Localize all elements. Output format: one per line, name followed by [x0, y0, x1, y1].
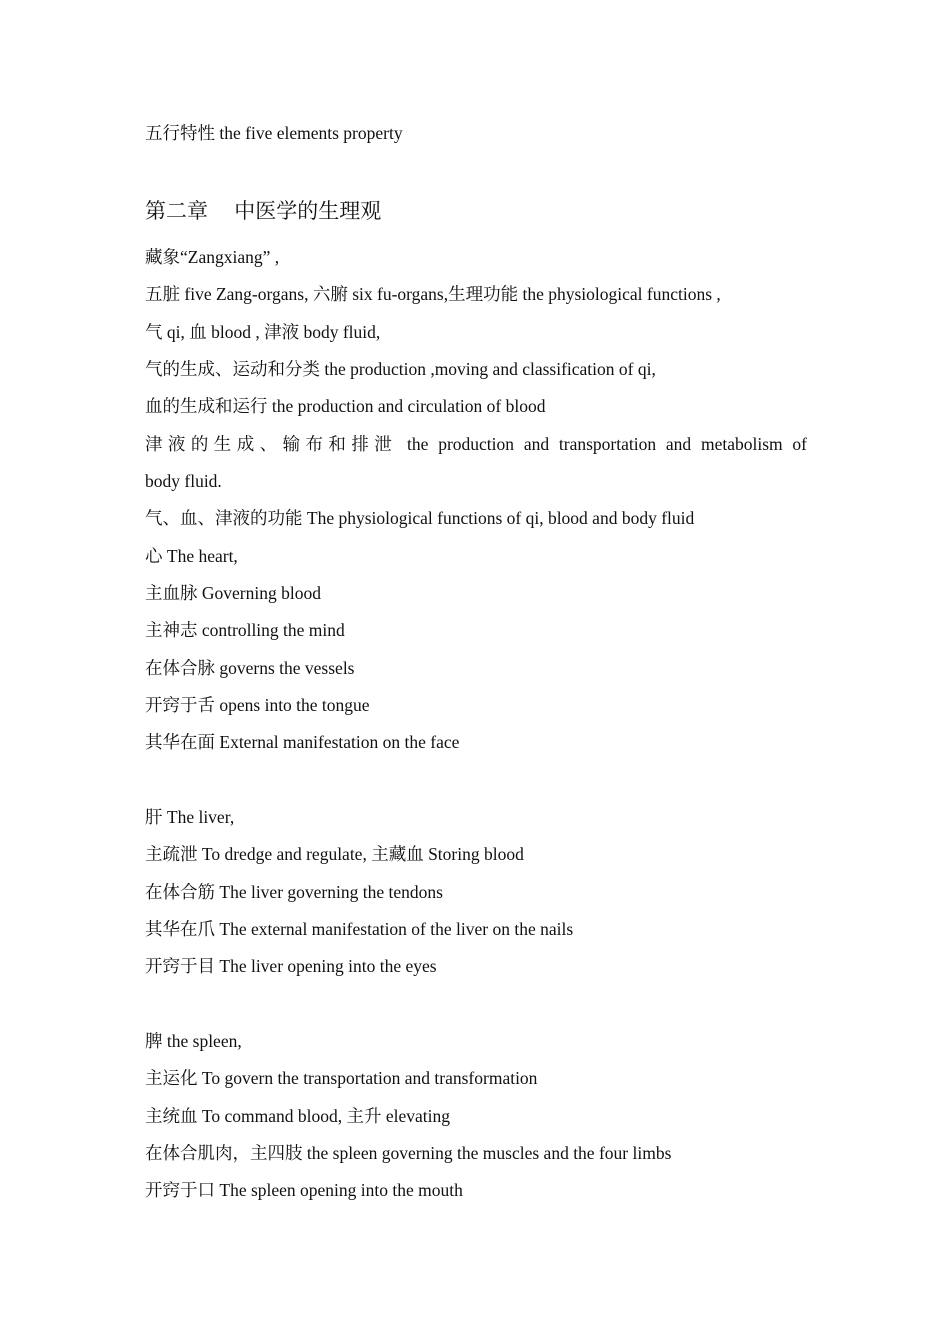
text-line: 主疏泄 To dredge and regulate, 主藏血 Storing blood — [145, 844, 524, 864]
text-line: 开窍于口 The spleen opening into the mouth — [145, 1180, 463, 1200]
text-line: 在体合筋 The liver governing the tendons — [145, 882, 443, 902]
text-line: 肝 The liver, — [145, 807, 235, 827]
text-line: 藏象“Zangxiang” , — [145, 247, 280, 267]
text-line: 主神志 controlling the mind — [145, 620, 345, 640]
text-line: 其华在面 External manifestation on the face — [145, 732, 460, 752]
text-line: 在体合肌肉，主四肢 the spleen governing the muscles and the four limbs — [145, 1143, 672, 1163]
text-line: 心 The heart, — [145, 546, 238, 566]
chapter-heading: 第二章 中医学的生理观 — [145, 199, 382, 223]
text-line: 气的生成、运动和分类 the production ,moving and classification of qi, — [145, 359, 656, 379]
text-line: 开窍于舌 opens into the tongue — [145, 695, 370, 715]
text-line: 开窍于目 The liver opening into the eyes — [145, 956, 437, 976]
text-line: 五行特性 the five elements property — [145, 123, 403, 143]
text-line: body fluid. — [145, 471, 222, 491]
text-line: 主运化 To govern the transportation and transformation — [145, 1068, 538, 1088]
text-line: 五脏 five Zang-organs, 六腑 six fu-organs,生理功能 the physiological functions , — [145, 284, 721, 304]
text-line: 在体合脉 governs the vessels — [145, 658, 355, 678]
text-line: 主血脉 Governing blood — [145, 583, 321, 603]
text-line: 其华在爪 The external manifestation of the liver on the nails — [145, 919, 574, 939]
text-line: 脾 the spleen, — [145, 1031, 242, 1051]
text-line: 气 qi, 血 blood , 津液 body fluid, — [145, 322, 381, 342]
text-line: 主统血 To command blood, 主升 elevating — [145, 1106, 450, 1126]
text-line: 津液的生成、输布和排泄 the production and transportation and metabolism of — [145, 434, 807, 454]
text-line: 血的生成和运行 the production and circulation of blood — [145, 396, 546, 416]
text-line: 气、血、津液的功能 The physiological functions of qi, blood and body fluid — [145, 508, 695, 528]
